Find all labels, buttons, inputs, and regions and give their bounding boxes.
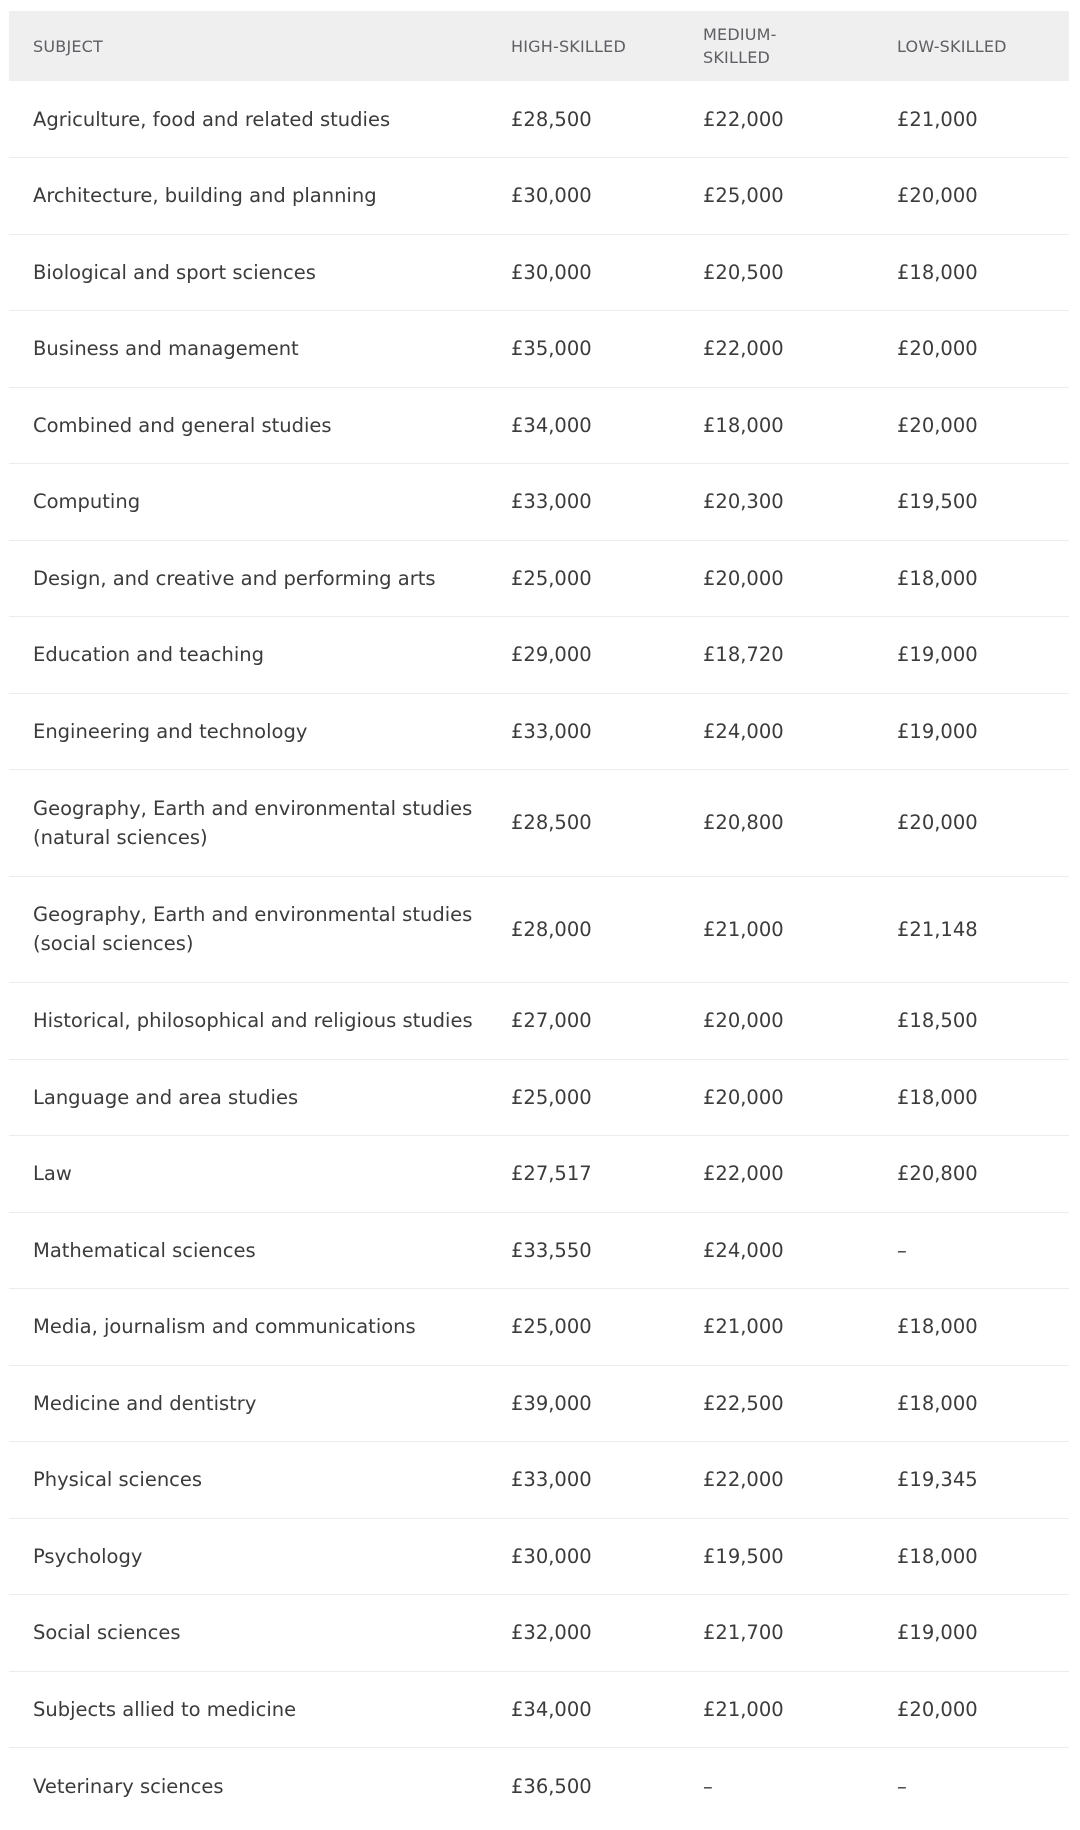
cell-high-skilled: £32,000: [511, 1621, 592, 1645]
cell-low-skilled: £19,000: [897, 1621, 978, 1645]
cell-low-skilled: –: [897, 1774, 907, 1798]
cell-medium-skilled: £20,500: [703, 260, 784, 284]
cell-medium-skilled: £22,000: [703, 107, 784, 131]
cell-medium-skilled: £22,500: [703, 1391, 784, 1415]
cell-medium-skilled: £22,000: [703, 337, 784, 361]
cell-medium-skilled: –: [703, 1774, 713, 1798]
cell-low-skilled: £20,000: [897, 413, 978, 437]
cell-high-skilled: £29,000: [511, 643, 592, 667]
cell-medium-skilled: £21,000: [703, 1697, 784, 1721]
table-row: [9, 234, 1069, 311]
cell-low-skilled: £18,500: [897, 1009, 978, 1033]
cell-subject: Medicine and dentistry: [33, 1391, 257, 1415]
table-row: [9, 983, 1069, 1060]
header-row: [9, 11, 1069, 81]
cell-medium-skilled: £21,000: [703, 1315, 784, 1339]
cell-high-skilled: £28,500: [511, 811, 592, 835]
cell-subject: Education and teaching: [33, 643, 264, 667]
cell-low-skilled: £20,000: [897, 337, 978, 361]
cell-high-skilled: £33,000: [511, 1468, 592, 1492]
header-medium-line2: SKILLED: [703, 48, 771, 67]
cell-medium-skilled: £22,000: [703, 1468, 784, 1492]
salary-table: [9, 11, 1069, 1824]
table-row: [9, 1136, 1069, 1213]
table-row: [9, 617, 1069, 694]
cell-low-skilled: £21,148: [897, 917, 978, 941]
cell-low-skilled: £19,000: [897, 643, 978, 667]
cell-low-skilled: £18,000: [897, 1315, 978, 1339]
header-medium-line1: MEDIUM-: [703, 25, 777, 44]
cell-high-skilled: £27,517: [511, 1162, 592, 1186]
cell-medium-skilled: £18,720: [703, 643, 784, 667]
cell-medium-skilled: £20,800: [703, 811, 784, 835]
cell-medium-skilled: £25,000: [703, 184, 784, 208]
cell-medium-skilled: £21,000: [703, 917, 784, 941]
table-row: [9, 158, 1069, 235]
header-high-skilled: HIGH-SKILLED: [511, 36, 626, 56]
cell-medium-skilled: £22,000: [703, 1162, 784, 1186]
cell-subject: Psychology: [33, 1544, 143, 1568]
cell-low-skilled: £19,500: [897, 490, 978, 514]
cell-subject: Engineering and technology: [33, 719, 308, 743]
cell-subject: Historical, philosophical and religious studies: [33, 1009, 473, 1033]
cell-subject: Subjects allied to medicine: [33, 1697, 297, 1721]
cell-high-skilled: £30,000: [511, 1544, 592, 1568]
cell-subject: Mathematical sciences: [33, 1238, 256, 1262]
cell-high-skilled: £33,000: [511, 719, 592, 743]
cell-subject: Architecture, building and planning: [33, 184, 377, 208]
header-subject: SUBJECT: [33, 36, 104, 56]
table-row: [9, 876, 1069, 983]
cell-high-skilled: £39,000: [511, 1391, 592, 1415]
cell-low-skilled: £19,345: [897, 1468, 978, 1492]
table-row: [9, 770, 1069, 877]
cell-medium-skilled: £20,000: [703, 1085, 784, 1109]
table-body: [9, 81, 1069, 1824]
cell-subject: Biological and sport sciences: [33, 260, 316, 284]
cell-medium-skilled: £19,500: [703, 1544, 784, 1568]
cell-subject: Design, and creative and performing arts: [33, 566, 436, 590]
table-row: [9, 1442, 1069, 1519]
cell-low-skilled: £18,000: [897, 260, 978, 284]
table-row: [9, 1365, 1069, 1442]
cell-low-skilled: £18,000: [897, 1085, 978, 1109]
header-medium-skilled: [703, 11, 897, 81]
cell-subject: Physical sciences: [33, 1468, 203, 1492]
cell-high-skilled: £35,000: [511, 337, 592, 361]
cell-subject: Geography, Earth and environmental studies (natural sciences): [33, 796, 473, 849]
cell-medium-skilled: £24,000: [703, 1238, 784, 1262]
table-row: [9, 540, 1069, 617]
cell-medium-skilled: £20,000: [703, 1009, 784, 1033]
cell-subject: Language and area studies: [33, 1085, 299, 1109]
cell-low-skilled: £19,000: [897, 719, 978, 743]
cell-medium-skilled: £24,000: [703, 719, 784, 743]
cell-subject: Geography, Earth and environmental studies (social sciences): [33, 903, 473, 956]
cell-high-skilled: £33,550: [511, 1238, 592, 1262]
cell-subject: Media, journalism and communications: [33, 1315, 416, 1339]
cell-subject: Social sciences: [33, 1621, 181, 1645]
cell-low-skilled: £20,800: [897, 1162, 978, 1186]
table-row: [9, 1595, 1069, 1672]
table-header: [9, 11, 1069, 81]
cell-high-skilled: £27,000: [511, 1009, 592, 1033]
cell-subject: Computing: [33, 490, 141, 514]
cell-high-skilled: £34,000: [511, 413, 592, 437]
table-row: [9, 464, 1069, 541]
cell-low-skilled: £20,000: [897, 811, 978, 835]
cell-high-skilled: £36,500: [511, 1774, 592, 1798]
table-row: [9, 387, 1069, 464]
cell-high-skilled: £25,000: [511, 1315, 592, 1339]
cell-high-skilled: £28,000: [511, 917, 592, 941]
cell-low-skilled: £20,000: [897, 184, 978, 208]
cell-low-skilled: £18,000: [897, 1544, 978, 1568]
cell-medium-skilled: £18,000: [703, 413, 784, 437]
cell-high-skilled: £34,000: [511, 1697, 592, 1721]
table-row: [9, 1059, 1069, 1136]
cell-medium-skilled: £21,700: [703, 1621, 784, 1645]
cell-subject: Agriculture, food and related studies: [33, 107, 391, 131]
table-row: [9, 1289, 1069, 1366]
cell-low-skilled: –: [897, 1238, 907, 1262]
header-low-skilled: LOW-SKILLED: [897, 36, 1007, 56]
cell-high-skilled: £28,500: [511, 107, 592, 131]
cell-subject: Combined and general studies: [33, 413, 332, 437]
cell-low-skilled: £18,000: [897, 1391, 978, 1415]
cell-high-skilled: £30,000: [511, 260, 592, 284]
table-row: [9, 81, 1069, 158]
cell-medium-skilled: £20,300: [703, 490, 784, 514]
cell-high-skilled: £25,000: [511, 566, 592, 590]
cell-low-skilled: £18,000: [897, 566, 978, 590]
table-row: [9, 1518, 1069, 1595]
cell-subject: Veterinary sciences: [33, 1774, 224, 1798]
table-row: [9, 693, 1069, 770]
cell-high-skilled: £25,000: [511, 1085, 592, 1109]
cell-medium-skilled: £20,000: [703, 566, 784, 590]
table-row: [9, 1748, 1069, 1825]
cell-high-skilled: £30,000: [511, 184, 592, 208]
cell-subject: Business and management: [33, 337, 299, 361]
cell-low-skilled: £21,000: [897, 107, 978, 131]
cell-high-skilled: £33,000: [511, 490, 592, 514]
cell-subject: Law: [33, 1162, 72, 1186]
cell-low-skilled: £20,000: [897, 1697, 978, 1721]
table-row: [9, 311, 1069, 388]
salary-table-container: [9, 11, 1069, 1824]
table-row: [9, 1671, 1069, 1748]
table-row: [9, 1212, 1069, 1289]
